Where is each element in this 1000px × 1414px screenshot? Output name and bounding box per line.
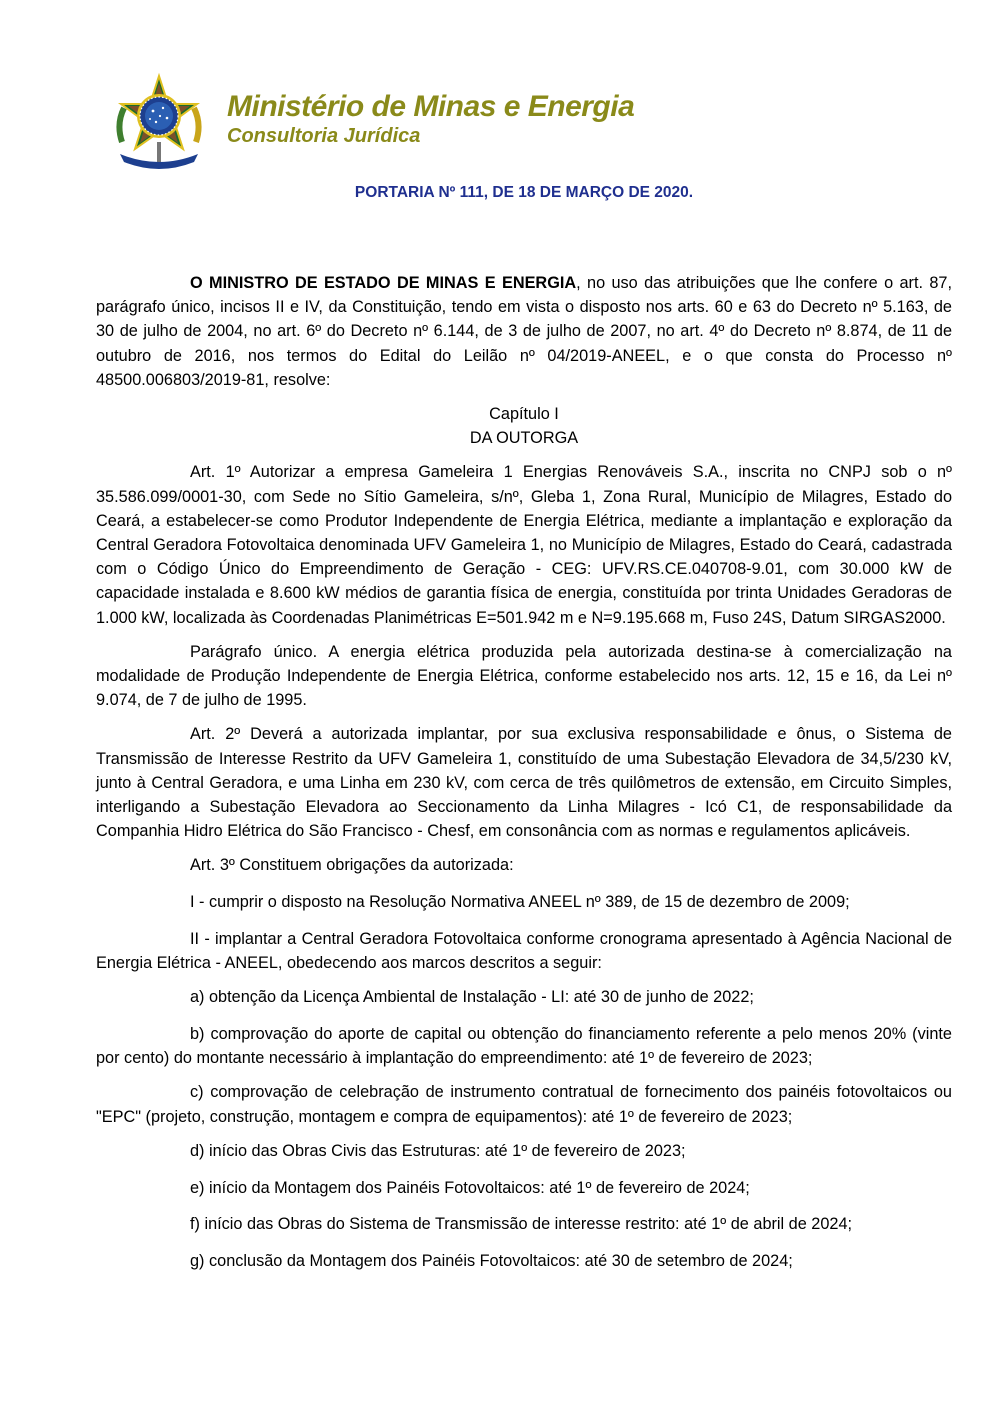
article-3-item-i: I - cumprir o disposto na Resolução Normativa ANEEL nº 389, de 15 de dezembro de 2009; <box>190 893 850 912</box>
milestone-g: g) conclusão da Montagem dos Painéis Fotovoltaicos: até 30 de setembro de 2024; <box>190 1251 793 1270</box>
organization-block <box>227 90 634 148</box>
milestone-f: f) início das Obras do Sistema de Transmissão de interesse restrito: até 1º de abril de 2024; <box>190 1215 853 1234</box>
article-2: Art. 2º Deverá a autorizada implantar, por sua exclusiva responsabilidade e ônus, o Sistema de Transmissão de Interesse Restrito da UFV Gameleira 1, constituído de uma Subestação Elevadora de 34,5/230 kV, junto à Central Geradora, e uma Linha em 230 kV, com cerca de três quilômetros de extensão, em Circuito Simples, interligando a Subestação Elevadora ao Seccionamento da Linha Milagres - Icó C1, de responsabilidade da Companhia Hidro Elétrica do São Francisco - Chesf, em consonância com as normas e regulamentos aplicáveis. <box>96 725 952 841</box>
article-3-item-ii: II - implantar a Central Geradora Fotovoltaica conforme cronograma apresentado à Agência Nacional de Energia Elétrica - ANEEL, obedecendo aos marcos descritos a seguir: <box>96 929 952 973</box>
article-1-sole-paragraph: Parágrafo único. A energia elétrica produzida pela autorizada destina-se à comercialização na modalidade de Produção Independente de Energia Elétrica, conforme estabelecido nos arts. 12, 15 e 16, da Lei nº 9.074, de 7 de julho de 1995. <box>96 642 952 710</box>
brazil-coat-of-arms-icon <box>112 72 206 172</box>
document-title: PORTARIA Nº 111, DE 18 DE MARÇO DE 2020. <box>354 184 694 201</box>
letterhead <box>112 72 912 172</box>
chapter-label: Capítulo I <box>489 405 559 424</box>
preamble <box>96 271 952 392</box>
organization-name: Ministério de Minas e Energia <box>227 90 635 123</box>
milestone-e: e) início da Montagem dos Painéis Fotovoltaicos: até 1º de fevereiro de 2024; <box>190 1178 750 1197</box>
preamble-text: , no uso das atribuições que lhe confere o art. 87, parágrafo único, incisos II e IV, da Constituição, tendo em vista o disposto nos arts. 60 e 63 do Decreto nº 5.163, de 30 de julho de 2004, no art. 6º do Decreto nº 6.144, de 3 de julho de 2007, no art. 4º do Decreto nº 8.874, de 11 de outubro de 2016, nos termos do Edital do Leilão nº 04/2019-ANEEL, e o que consta do Processo nº 48500.006803/2019-81, resolve: <box>96 274 952 389</box>
preamble-lead: O MINISTRO DE ESTADO DE MINAS E ENERGIA <box>190 274 577 292</box>
organization-subunit: Consultoria Jurídica <box>227 125 421 147</box>
milestone-c: c) comprovação de celebração de instrumento contratual de fornecimento dos painéis fotovoltaicos ou "EPC" (projeto, construção, montagem e compra de equipamentos): até 1º de fevereiro de 2023; <box>96 1083 952 1126</box>
document-body <box>96 271 952 1286</box>
article-3: Art. 3º Constituem obrigações da autorizada: <box>190 856 514 875</box>
milestone-b: b) comprovação do aporte de capital ou obtenção do financiamento referente a pelo menos 20% (vinte por cento) do montante necessário à implantação do empreendimento: até 1º de fevereiro de 2023; <box>96 1024 952 1068</box>
article-1: Art. 1º Autorizar a empresa Gameleira 1 Energias Renováveis S.A., inscrita no CNPJ sob o nº 35.586.099/0001-30, com Sede no Sítio Gameleira, s/nº, Gleba 1, Zona Rural, Município de Milagres, Estado do Ceará, a estabelecer-se como Produtor Independente de Energia Elétrica, mediante a implantação e exploração da Central Geradora Fotovoltaica denominada UFV Gameleira 1, no Município de Milagres, Estado do Ceará, cadastrada com o Código Único do Empreendimento de Geração - CEG: UFV.RS.CE.040708-9.01, com 30.000 kW de capacidade instalada e 8.600 kW médios de garantia física de energia, constituída por trinta Unidades Geradoras de 1.000 kW, localizada às Coordenadas Planimétricas E=501.942 m e N=9.195.668 m, Fuso 24S, Datum SIRGAS2000. <box>96 463 952 627</box>
chapter-name: DA OUTORGA <box>469 429 579 448</box>
milestone-a: a) obtenção da Licença Ambiental de Instalação - LI: até 30 de junho de 2022; <box>190 988 754 1007</box>
milestone-d: d) início das Obras Civis das Estruturas: até 1º de fevereiro de 2023; <box>190 1141 686 1160</box>
